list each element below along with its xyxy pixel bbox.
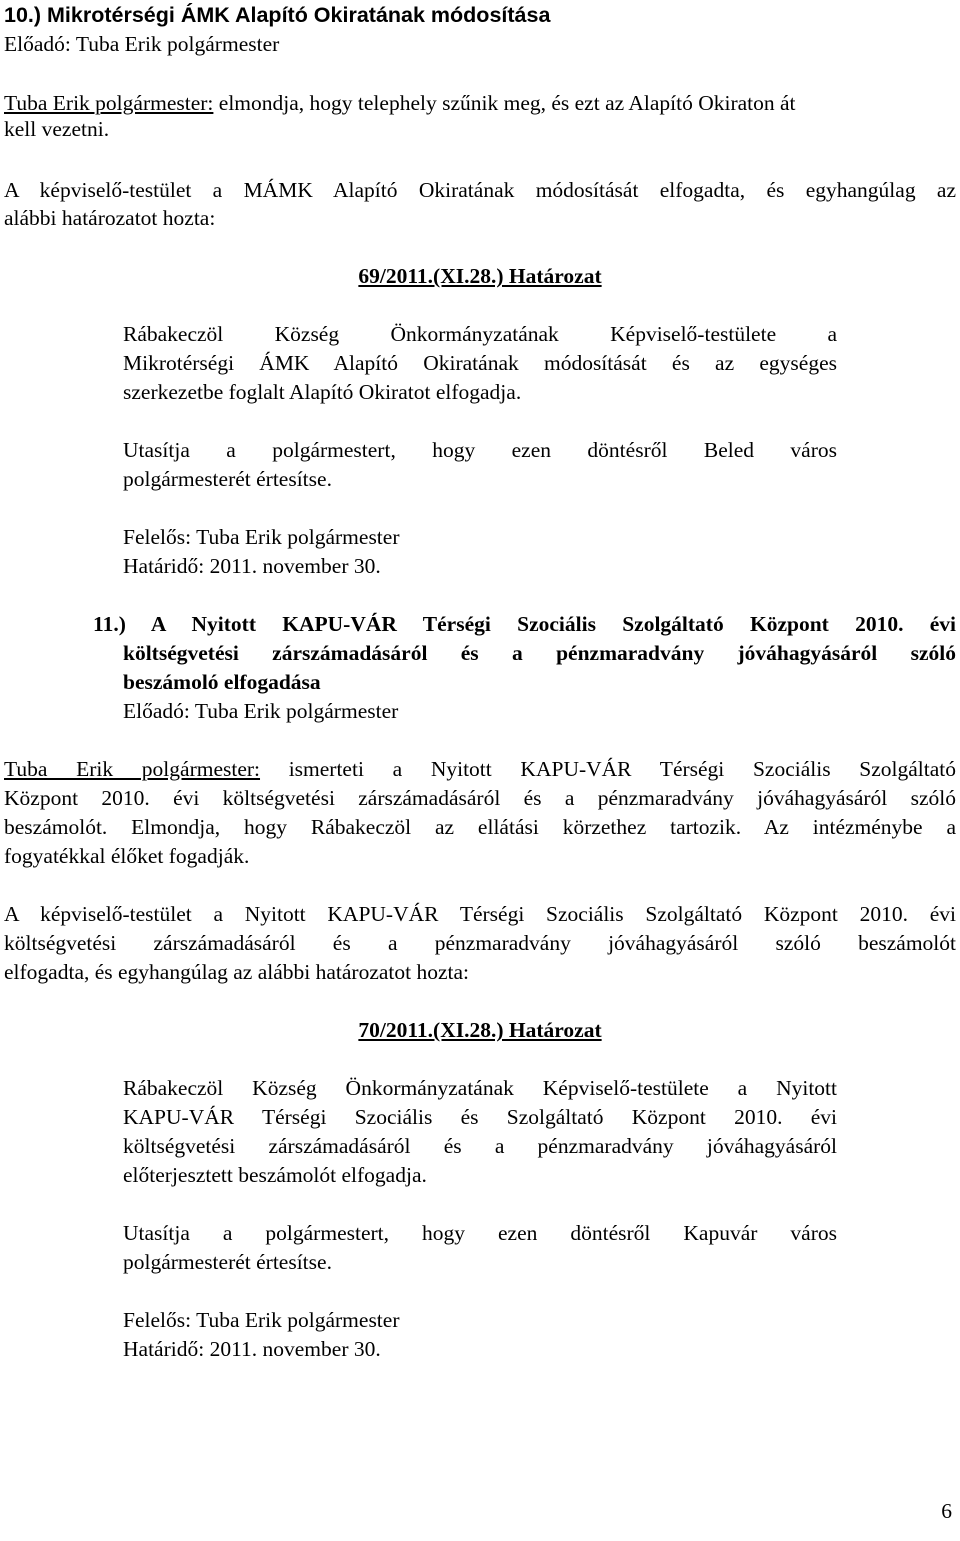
resolution-69-instruction-line: polgármesterét értesítse. — [123, 467, 332, 491]
section-11-council-line: A képviselő-testület a Nyitott KAPU-VÁR Térségi Szociális Szolgáltató Központ 2010. évi — [4, 902, 956, 926]
section-10-council-line-1: A képviselő-testület a MÁMK Alapító Okiratának módosítását elfogadta, és egyhangúlag az — [4, 178, 956, 202]
resolution-70-instruction-line: Utasítja a polgármestert, hogy ezen döntésről Kapuvár város — [123, 1221, 837, 1245]
section-10-speech-line-1 — [4, 89, 956, 118]
resolution-70-responsible: Felelős: Tuba Erik polgármester — [123, 1308, 400, 1332]
resolution-70-body-line: előterjesztett beszámolót elfogadja. — [123, 1163, 427, 1187]
section-11-speech-line: Központ 2010. évi költségvetési zárszámadásáról és a pénzmaradvány jóváhagyásáról szóló — [4, 786, 956, 810]
resolution-69-responsible: Felelős: Tuba Erik polgármester — [123, 525, 400, 549]
resolution-69-body-line: szerkezetbe foglalt Alapító Okiratot elfogadja. — [123, 380, 522, 404]
resolution-69-instruction-line: Utasítja a polgármestert, hogy ezen döntésről Beled város — [123, 438, 837, 462]
resolution-70-body-line: költségvetési zárszámadásáról és a pénzmaradvány jóváhagyásáról — [123, 1134, 837, 1158]
section-10-heading: 10.) Mikrotérségi ÁMK Alapító Okiratának módosítása — [4, 3, 551, 27]
section-11-heading-line: 11.) A Nyitott KAPU-VÁR Térségi Szociális Szolgáltató Központ 2010. évi — [93, 612, 956, 636]
section-11-heading-line: beszámoló elfogadása — [123, 670, 321, 694]
resolution-69-title: 69/2011.(XI.28.) Határozat — [358, 264, 602, 288]
speaker-name: Tuba Erik polgármester: — [4, 91, 214, 115]
speech-text: ismerteti a Nyitott KAPU-VÁR Térségi Szociális Szolgáltató — [260, 757, 956, 781]
resolution-70-body-line: Rábakeczöl Község Önkormányzatának Képviselő-testülete a Nyitott — [123, 1076, 837, 1100]
section-11-council-line: elfogadta, és egyhangúlag az alábbi határozatot hozta: — [4, 960, 470, 984]
section-10-council-line-2: alábbi határozatot hozta: — [4, 206, 216, 230]
section-10-presenter: Előadó: Tuba Erik polgármester — [4, 32, 280, 56]
resolution-70-body-line: KAPU-VÁR Térségi Szociális és Szolgáltató Központ 2010. évi — [123, 1105, 837, 1129]
section-11-speech-line: fogyatékkal élőket fogadják. — [4, 844, 250, 868]
resolution-69-deadline: Határidő: 2011. november 30. — [123, 554, 381, 578]
section-11-council-line: költségvetési zárszámadásáról és a pénzmaradvány jóváhagyásáról szóló beszámolót — [4, 931, 956, 955]
speech-text: elmondja, hogy telephely szűnik meg, és ezt az Alapító Okiraton át — [213, 91, 796, 115]
section-11-speech-line-1 — [4, 755, 956, 784]
resolution-70-deadline: Határidő: 2011. november 30. — [123, 1337, 381, 1361]
section-11-presenter: Előadó: Tuba Erik polgármester — [123, 699, 399, 723]
resolution-69-body-line: Mikrotérségi ÁMK Alapító Okiratának módosítását és az egységes — [123, 351, 837, 375]
speaker-name: Tuba Erik polgármester: — [4, 757, 261, 781]
resolution-70-instruction-line: polgármesterét értesítse. — [123, 1250, 332, 1274]
section-11-heading-line: költségvetési zárszámadásáról és a pénzmaradvány jóváhagyásáról szóló — [123, 641, 956, 665]
resolution-70-title: 70/2011.(XI.28.) Határozat — [358, 1018, 602, 1042]
page-number: 6 — [941, 1499, 952, 1523]
resolution-69-body-line: Rábakeczöl Község Önkormányzatának Képviselő-testülete a — [123, 322, 837, 346]
section-11-speech-line: beszámolót. Elmondja, hogy Rábakeczöl az ellátási körzethez tartozik. Az intézménybe a — [4, 815, 956, 839]
section-10-speech-line-2: kell vezetni. — [4, 117, 110, 141]
